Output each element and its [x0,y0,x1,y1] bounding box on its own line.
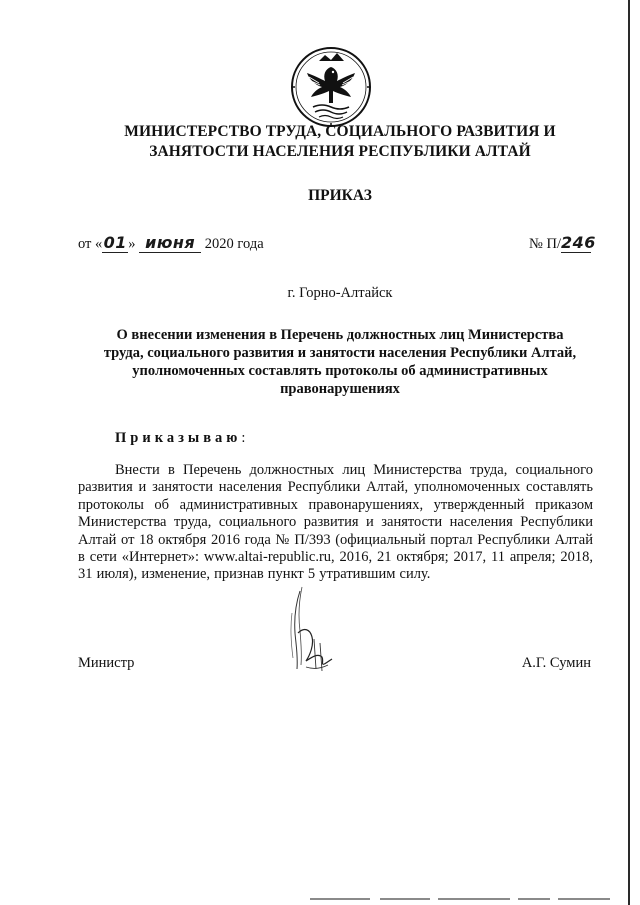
number-prefix: № П/ [529,236,561,252]
order-word: Приказываю [115,430,242,446]
document-date [78,234,264,254]
ministry-title-line2: ЗАНЯТОСТИ НАСЕЛЕНИЯ РЕСПУБЛИКИ АЛТАЙ [149,143,531,160]
subject-line4: правонарушениях [280,381,400,397]
document-number [529,233,596,254]
document-city: г. Горно-Алтайск [287,285,393,301]
subject-line3: уполномоченных составлять протоколы об административных [132,363,548,379]
order-body: Внести в Перечень должностных лиц Министерства труда, социального развития и занятости населения Республики Алтай, уполномоченных составлять протоколы об административных правонарушениях, утвержденный приказом Министерства труда, социального развития и занятости населения Республики Алтай от 18 октября 2016 года № П/393 (официальный портал Республики Алтай в сети «Интернет»: www.altai-republic.ru, 2016, 21 октября; 2017, 11 апреля; 2018, 31 июля), изменение, признав пункт 5 утратившим силу. [78,462,593,583]
order-heading [115,428,245,448]
document-type: ПРИКАЗ [308,187,372,204]
date-day-handwritten: 01 [103,233,127,252]
scan-bottom-dashes [310,897,610,901]
order-colon: : [241,430,246,446]
ministry-title-line1: МИНИСТЕРСТВО ТРУДА, СОЦИАЛЬНОГО РАЗВИТИЯ И [124,123,556,140]
date-year: 2020 года [204,236,264,252]
ministry-title [40,122,640,162]
subject-line2: труда, социального развития и занятости населения Республики Алтай, [103,345,577,361]
date-quote-close: » [128,236,136,252]
handwritten-signature-icon [262,583,362,678]
date-month-handwritten: июня [139,234,201,253]
number-handwritten: 246 [561,233,596,252]
date-prefix: от « [78,236,103,252]
signatory-position: Министр [78,655,135,671]
coat-of-arms-icon [289,45,373,129]
subject-line1: О внесении изменения в Перечень должностных лиц Министерства [116,327,564,343]
document-subject [80,326,600,398]
signatory-name: А.Г. Сумин [521,655,591,671]
